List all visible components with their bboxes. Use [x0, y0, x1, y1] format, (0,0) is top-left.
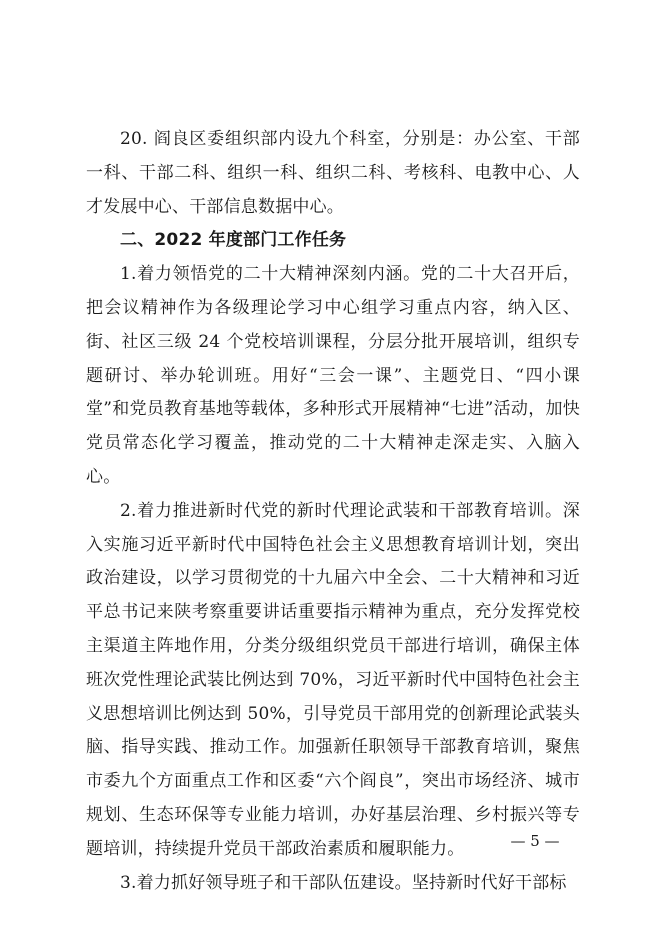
document-body	[86, 123, 580, 900]
section-heading-2022-tasks: 二、2022 年度部门工作任务	[120, 230, 347, 251]
paragraph-task-3: 3.着力抓好领导班子和干部队伍建设。坚持新时代好干部标	[120, 872, 567, 893]
paragraph-office-structure: 20. 阎良区委组织部内设九个科室，分别是：办公室、干部一科、干部二科、组织一科、组织二科、考核科、电教中心、人才发展中心、干部信息数据中心。	[86, 129, 580, 217]
paragraph-task-2: 2.着力推进新时代党的新时代理论武装和干部教育培训。深入实施习近平新时代中国特色社会主义思想教育培训计划，突出政治建设，以学习贯彻党的十九届六中全会、二十大精神和习近平总书记来陕考察重要讲话重要指示精神为重点，充分发挥党校主渠道主阵地作用，分类分级组织党员干部进行培训，确保主体班次党性理论武装比例达到 70%，习近平新时代中国特色社会主义思想培训比例达到 50%，引导党员干部用党的创新理论武装头脑、指导实践、推动工作。加强新任职领导干部教育培训，聚焦市委九个方面重点工作和区委“六个阎良”，突出市场经济、城市规划、生态环保等专业能力培训，办好基层治理、乡村振兴等专题培训，持续提升党员干部政治素质和履职能力。	[86, 500, 580, 859]
paragraph-task-1: 1.着力领悟党的二十大精神深刻内涵。党的二十大召开后，把会议精神作为各级理论学习中心组学习重点内容，纳入区、街、社区三级 24 个党校培训课程，分层分批开展培训，组织专题研讨、举办轮训班。用好“三会一课”、主题党日、“四小课堂”和党员教育基地等载体，多种形式开展精神“七进”活动，加快党员常态化学习覆盖，推动党的二十大精神走深走实、入脑入心。	[86, 264, 580, 487]
page-number: — 5 —	[510, 832, 560, 850]
